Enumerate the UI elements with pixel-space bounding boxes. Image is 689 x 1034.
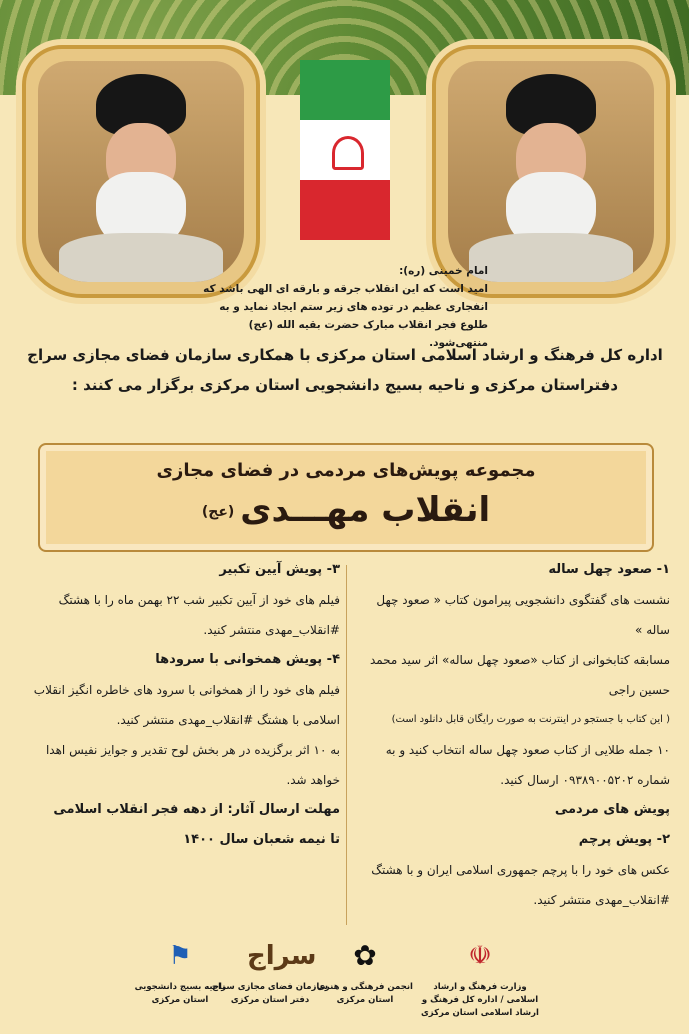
right-column (355, 555, 670, 915)
quote-title: امام خمینی (ره): (399, 265, 488, 277)
people-campaigns-heading: پویش های مردمی (554, 802, 670, 817)
section-3-text: فیلم های خود از آیین تکبیر شب ۲۲ بهمن ماه را با هشتگ #انقلاب_مهدی منتشر کنید. (58, 593, 340, 637)
section-2-text: عکس های خود را با پرچم جمهوری اسلامی ایران و با هشتگ #انقلاب_مهدی منتشر کنید. (371, 863, 670, 907)
anjoman-name-2: استان مرکزی (336, 995, 394, 1005)
portrait-left-frame (22, 45, 260, 298)
intro-text (20, 340, 670, 400)
saraj-name-1: سازمان فضای مجازی سراج (212, 982, 328, 992)
quote-text: امید است که این انقلاب جرقه و بارقه ای الهی باشد که انفجاری عظیم در توده های زیر ستم ایجاد نماید و به طلوع فجر انقلاب مبارک حضرت بقیه الله (عج) منتهی‌شود. (203, 283, 488, 349)
campaign-banner (38, 443, 654, 552)
banner-suffix: (عج) (201, 503, 235, 520)
basij-flag-icon: ⚑ (168, 941, 192, 971)
ministry-logo (420, 935, 540, 1020)
anjoman-name-1: انجمن فرهنگی و هنری (317, 982, 413, 992)
basij-logo (120, 935, 240, 1007)
prizes-text: به ۱۰ اثر برگزیده در هر بخش لوح تقدیر و جوایز نفیس اهدا خواهد شد. (45, 743, 340, 787)
section-1-item-2: مسابقه کتابخوانی از کتاب «صعود چهل ساله» اثر سید محمد حسین راجی (369, 653, 670, 697)
khomeini-quote (200, 262, 488, 352)
column-divider (346, 565, 347, 925)
section-4-heading: ۴- پویش همخوانی با سرودها (155, 652, 340, 667)
flower-emblem-icon: ✿ (353, 939, 377, 972)
ministry-name: وزارت فرهنگ و ارشاد اسلامی / اداره کل فرهنگ و ارشاد اسلامی استان مرکزی (421, 982, 539, 1018)
basij-name-2: استان مرکزی (151, 995, 209, 1005)
deadline-line-2: تا نیمه شعبان سال ۱۴۰۰ (183, 832, 340, 847)
saraj-wordmark: سراج (247, 941, 317, 971)
section-1-heading: ۱- صعود چهل ساله (548, 562, 670, 577)
iran-flag (300, 60, 390, 240)
basij-name-1: ناحیه بسیج دانشجویی (134, 982, 226, 992)
portrait-left-image (38, 61, 244, 282)
intro-line-1: اداره کل فرهنگ و ارشاد اسلامی استان مرکزی با همکاری سازمان فضای مجازی سراج (27, 346, 663, 364)
deadline-line-1: مهلت ارسال آثار: از دهه فجر انقلاب اسلامی (53, 802, 340, 817)
banner-main (40, 490, 652, 530)
sponsor-logos (0, 935, 689, 1034)
intro-line-2: دفتراستان مرکزی و ناحیه بسیج دانشجویی استان مرکزی برگزار می کنند : (71, 376, 619, 394)
section-2-heading: ۲- پویش پرچم (578, 832, 670, 847)
section-1-item-1: نشست های گفتگوی دانشجویی پیرامون کتاب « صعود چهل ساله » (376, 593, 670, 637)
section-4-text: فیلم های خود را از همخوانی با سرود های خاطره انگیز انقلاب اسلامی با هشتگ #انقلاب_مهدی منتشر کنید. (33, 683, 340, 727)
section-3-heading: ۳- پویش آیین تکبیر (219, 562, 340, 577)
banner-main-text: انقلاب مهـــدی (240, 490, 491, 530)
left-column (22, 555, 340, 855)
allah-emblem-icon: ☫ (468, 941, 492, 971)
section-1-note: ( این کتاب با جستجو در اینترنت به صورت رایگان قابل دانلود است) (391, 714, 670, 725)
banner-title: مجموعه پویش‌های مردمی در فضای مجازی (156, 460, 536, 481)
portrait-right-frame (432, 45, 670, 298)
saraj-name-2: دفتر استان مرکزی (230, 995, 310, 1005)
portrait-right-image (448, 61, 654, 282)
section-1-item-3: ۱۰ جمله طلایی از کتاب صعود چهل ساله انتخاب کنید و به شماره ۰۹۳۸۹۰۰۵۲۰۲ ارسال کنید. (385, 743, 670, 787)
